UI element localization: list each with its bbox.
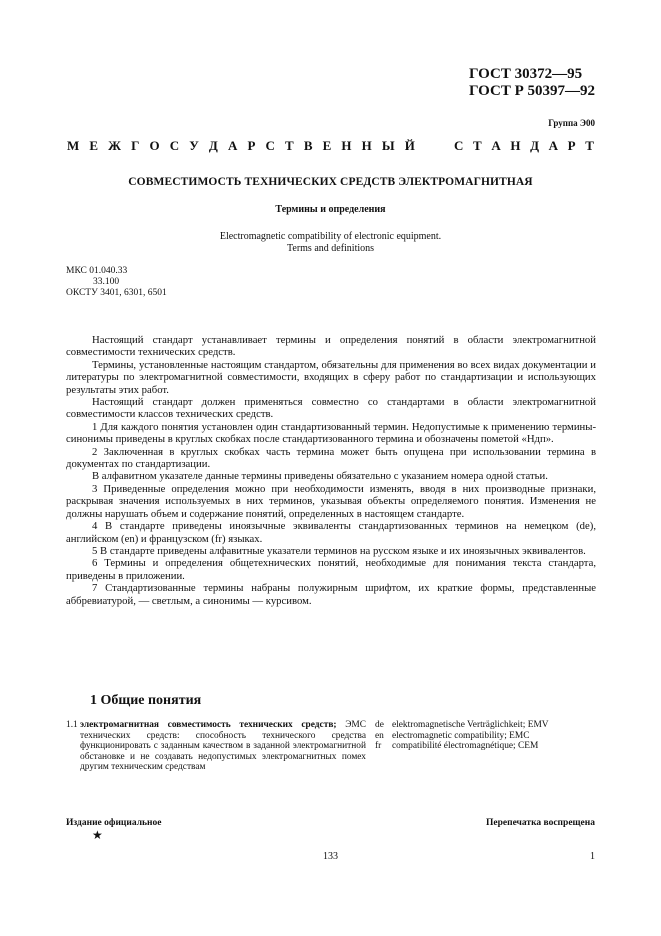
document-title: СОВМЕСТИМОСТЬ ТЕХНИЧЕСКИХ СРЕДСТВ ЭЛЕКТРОМАГНИТНАЯ xyxy=(128,176,533,188)
english-title-line-2: Terms and definitions xyxy=(286,243,375,254)
banner-letter: Н xyxy=(361,138,372,153)
english-title-line-1: Electromagnetic compatibility of electronic equipment. xyxy=(219,231,442,242)
banner-letter: Д xyxy=(208,138,218,153)
paragraph: Настоящий стандарт устанавливает термины и определения понятий в области электромагнитной совместимости технических средств. xyxy=(66,334,596,359)
mks-code-2: 33.100 xyxy=(93,277,120,287)
banner-letter: Е xyxy=(322,138,332,153)
official-edition-label: Издание официальное xyxy=(66,818,162,828)
gost-number-1: ГОСТ 30372—95 xyxy=(468,66,583,82)
document-subtitle: Термины и определения xyxy=(275,204,386,215)
banner-letter: А xyxy=(227,138,238,153)
term-name: электромагнитная совместимость технических средств; xyxy=(80,720,337,730)
foreign-equivalents xyxy=(375,720,605,752)
banner-word-standard xyxy=(454,138,594,154)
okstu-code: ОКСТУ 3401, 6301, 6501 xyxy=(66,288,167,298)
equivalent-row xyxy=(375,731,605,742)
paragraph: Термины, установленные настоящим стандартом, обязательны для применения во всех видах документации и литературы по электромагнитной совместимости, входящих в сферу работ по стандартизации и использующих результаты этих работ. xyxy=(66,358,596,396)
banner-letter: Д xyxy=(530,138,540,153)
equivalent-text: elektromagnetische Verträglichkeit; EMV xyxy=(392,720,549,730)
classification-codes xyxy=(66,266,167,299)
gost-designations xyxy=(469,66,595,100)
paragraph: 5 В стандарте приведены алфавитные указатели терминов на русском языке и их иноязычных эквивалентов. xyxy=(92,544,586,557)
banner-letter: У xyxy=(189,138,199,153)
paragraph: 2 Заключенная в круглых скобках часть термина может быть опущена при использовании термина в документах по стандартизации. xyxy=(66,445,596,471)
banner-letter: Т xyxy=(285,138,294,153)
term-entry xyxy=(66,720,366,773)
gost-number-2: ГОСТ Р 50397—92 xyxy=(468,83,595,99)
banner-letter: Ы xyxy=(381,138,395,153)
banner-letter: А xyxy=(491,138,501,153)
paragraph: В алфавитном указателе данные термины приведены обязательно с указанием номера одной статьи. xyxy=(92,470,548,483)
banner-letter: С xyxy=(265,138,275,153)
banner-letter: А xyxy=(548,138,559,153)
paragraph: 1 Для каждого понятия установлен один стандартизованный термин. Недопустимые к применению термины-синонимы приведены в круглых скобках после стандартизованного термина и обозначены пометой «Ндп». xyxy=(66,420,596,446)
language-code: de xyxy=(375,720,384,730)
page-number-right: 1 xyxy=(590,851,595,862)
banner-letter: В xyxy=(303,138,313,153)
banner-letter: М xyxy=(67,138,80,153)
banner-letter: Е xyxy=(89,138,99,153)
paragraph: 3 Приведенные определения можно при необходимости изменять, вводя в них производные признаки, раскрывая значения используемых в них терминов, указывая объекты определяемого понятия. Изменения не должны нарушать объем и содержание понятий, определенных в настоящем стандарте. xyxy=(66,482,596,520)
banner-letter: Т xyxy=(585,138,594,153)
banner-letter: Н xyxy=(510,138,521,153)
paragraph: Настоящий стандарт должен применяться совместно со стандартами в области электромагнитной совместимости классов технических средств. xyxy=(66,396,596,421)
banner-letter: Р xyxy=(247,138,256,153)
equivalent-row xyxy=(375,741,605,752)
banner-letter: С xyxy=(169,138,180,153)
page-number: 133 xyxy=(323,851,338,862)
banner-letter: Ж xyxy=(108,138,122,153)
language-code: fr xyxy=(375,741,382,752)
paragraph: 4 В стандарте приведены иноязычные эквиваленты стандартизованных терминов на немецком (de), английском (en) и французском (fr) языках. xyxy=(66,520,596,545)
section-heading: 1 Общие понятия xyxy=(90,693,202,708)
term-number: 1.1 xyxy=(66,720,78,730)
banner-letter: Н xyxy=(341,138,352,153)
star-icon: ★ xyxy=(92,828,103,842)
banner-letter: О xyxy=(149,138,160,153)
reprint-prohibited-label: Перепечатка воспрещена xyxy=(485,818,595,828)
banner-letter: Т xyxy=(473,138,482,153)
banner-letter: С xyxy=(454,138,464,153)
banner-letter: Г xyxy=(131,138,140,153)
term-definition: ЭМС технических средств: способность технического средства функционировать с заданным качеством в заданной электромагнитной обстановке и не создавать недопустимых электромагнитных помех другим техническим средствам xyxy=(80,720,366,773)
banner-word-interstate xyxy=(67,138,415,154)
mks-code: МКС 01.040.33 xyxy=(66,266,128,276)
language-code: en xyxy=(375,730,384,741)
banner-letter: Й xyxy=(404,138,415,153)
equivalent-text: electromagnetic compatibility; EMC xyxy=(392,730,530,741)
equivalent-text: compatibilité électromagnétique; CEM xyxy=(392,741,539,752)
paragraph: 7 Стандартизованные термины набраны полужирным шрифтом, их краткие формы, представленные аббревиатурой, — светлым, а синонимы — курсивом. xyxy=(66,582,596,607)
equivalent-row xyxy=(375,720,605,731)
interstate-standard-banner xyxy=(67,138,594,154)
banner-letter: Р xyxy=(567,138,576,153)
group-code: Группа Э00 xyxy=(548,118,595,128)
paragraph: 6 Термины и определения общетехнических понятий, необходимые для понимания текста стандарта, приведены в приложении. xyxy=(66,557,596,582)
english-title xyxy=(0,231,661,255)
introduction-text xyxy=(66,334,596,607)
